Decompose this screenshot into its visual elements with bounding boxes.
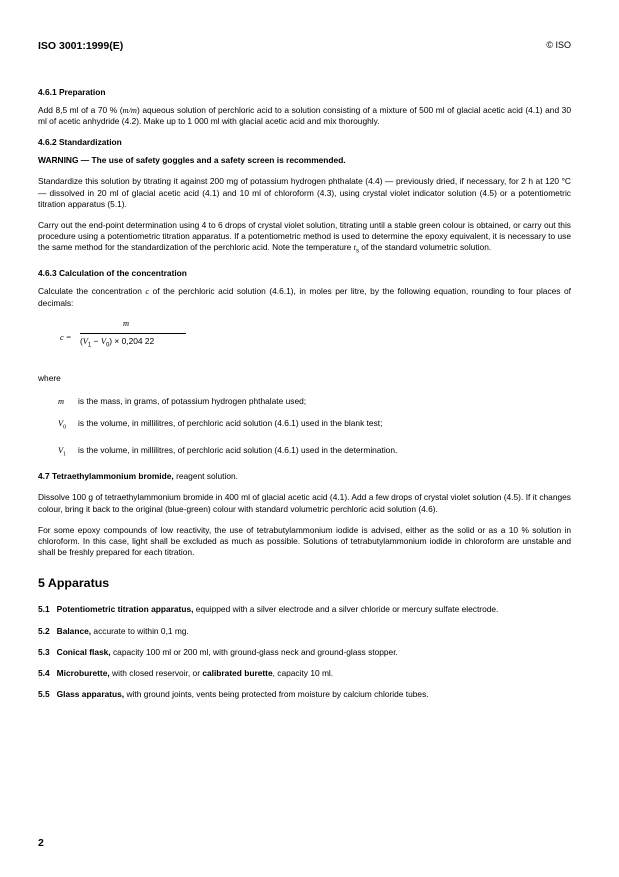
item-number: 5.2 — [38, 625, 50, 636]
minus: − — [91, 335, 101, 346]
apparatus-item-5-4 — [38, 668, 571, 679]
def-symbol — [58, 418, 78, 434]
text: of the standard volumetric solution. — [358, 242, 492, 253]
text: Calculate the concentration — [38, 286, 146, 297]
item-title: Potentiometric titration apparatus, — [56, 604, 194, 615]
item-title-2: calibrated burette — [202, 668, 273, 679]
heading-4-6-3: 4.6.3 Calculation of the concentration — [38, 268, 187, 279]
unit-mm: m/m — [122, 106, 137, 115]
equation-lhs: c = — [60, 332, 72, 342]
text: Carry out the end-point determination using 4 to 6 drops of crystal violet solution, titrating until a stable green colour is obtained, or carry out this procedure using a potentiometric titration apparatus. If a potentiometric method is used to determine the epoxy equivalent, it is necessary to use the same method for the standardization of the perchloric acid. Note the temperature — [38, 220, 571, 253]
symbol-c: c — [145, 287, 150, 297]
symbol-t: t — [353, 243, 356, 253]
item-number: 5.3 — [38, 646, 50, 657]
apparatus-item-5-3 — [38, 647, 571, 658]
paragraph-standardize: Standardize this solution by titrating it against 200 mg of potassium hydrogen phthalate (4.4) — previously dried, if necessary, for 2 h at 120 °C — dissolved in 20 ml of glacial acetic acid (4.1) and 10 ml of chloroform (4.3), using crystal violet indicator solution (4.5) or a potentiometric titration apparatus (5.1). — [38, 176, 571, 209]
page-number: 2 — [38, 837, 44, 849]
fraction-bar — [80, 333, 186, 334]
copyright-notice: © ISO — [546, 40, 571, 50]
apparatus-item-5-2 — [38, 626, 571, 637]
item-number: 5.4 — [38, 668, 50, 679]
item-title: Microburette, — [56, 668, 110, 679]
text: reagent solution. — [173, 471, 239, 482]
paragraph-calculate — [38, 286, 571, 308]
paren: ( — [80, 335, 83, 346]
where-label: where — [38, 372, 61, 383]
document-id: ISO 3001:1999(E) — [38, 40, 124, 52]
subscript: 1 — [63, 451, 67, 458]
denominator-tail: ) × 0,204 22 — [109, 335, 155, 346]
definition-v0 — [38, 418, 571, 434]
item-text: capacity 100 ml or 200 ml, with ground-glass neck and ground-glass stopper. — [110, 646, 398, 657]
paragraph-epoxy: For some epoxy compounds of low reactivity, the use of tetrabutylammonium iodide is advised, either as the solid or as a 10 % solution in chloroform. In this case, light shall be excluded as much as possible. Solutions of tetrabutylammonium iodide in chloroform are unstable and shall be freshly prepared for each titration. — [38, 524, 571, 558]
def-text: is the volume, in millilitres, of perchloric acid solution (4.6.1) used in the blank test; — [78, 417, 383, 428]
def-symbol: m — [58, 396, 65, 406]
equation — [38, 319, 571, 359]
document-page — [38, 0, 571, 877]
apparatus-item-5-1 — [38, 604, 571, 615]
page-content — [38, 87, 571, 710]
paragraph-preparation — [38, 105, 571, 127]
symbol-v1: V — [82, 336, 88, 346]
paragraph-endpoint — [38, 220, 571, 258]
heading-4-6-1: 4.6.1 Preparation — [38, 87, 106, 97]
equation-numerator: m — [123, 318, 130, 328]
text: ) aqueous solution of perchloric acid to a solution consisting of a mixture of 500 ml of glacial acetic acid (4.1) and 30 ml of acetic anhydride (4.2). Make up to 1 000 ml with glacial acetic acid and mix thoroughly. — [38, 105, 571, 127]
definition-v1 — [38, 445, 571, 461]
item-text-2: , capacity 10 ml. — [272, 668, 334, 679]
item-text: accurate to within 0,1 mg. — [91, 625, 189, 636]
warning-text: WARNING — The use of safety goggles and a safety screen is recommended. — [38, 155, 346, 166]
heading-4-6-2: 4.6.2 Standardization — [38, 137, 122, 148]
paragraph-dissolve: Dissolve 100 g of tetraethylammonium bromide in 400 ml of glacial acetic acid (4.1). Add a few drops of crystal violet solution (4.5). If it changes colour, bring it back to the original (blue-green) colour with standard volumetric perchloric acid solution (4.6). — [38, 492, 571, 514]
item-text: equipped with a silver electrode and a silver chloride or mercury sulfate electrode. — [193, 604, 499, 615]
def-text: is the mass, in grams, of potassium hydrogen phthalate used; — [78, 395, 307, 406]
subscript: 0 — [105, 342, 110, 349]
item-number: 5.5 — [38, 689, 50, 700]
section-title-apparatus: 5 Apparatus — [38, 576, 110, 591]
symbol-v0: V — [100, 336, 106, 346]
definition-m — [38, 396, 571, 407]
def-text: is the volume, in millilitres, of perchloric acid solution (4.6.1) used in the determination. — [78, 444, 398, 455]
apparatus-item-5-5 — [38, 689, 571, 700]
symbol: V — [58, 445, 64, 455]
symbol: V — [58, 418, 64, 428]
bold-title: 4.7 Tetraethylammonium bromide, — [38, 471, 174, 482]
text: Add 8,5 ml of a 70 % ( — [38, 105, 123, 115]
subscript-s: s — [355, 249, 359, 256]
item-text: with ground joints, vents being protected from moisture by calcium chloride tubes. — [124, 689, 429, 700]
text: of the perchloric acid solution (4.6.1), in moles per litre, by the following equation, rounding to four places of decimals: — [38, 286, 571, 308]
item-title: Balance, — [56, 625, 92, 636]
heading-4-7 — [38, 471, 571, 482]
item-title: Glass apparatus, — [56, 689, 125, 700]
subscript: 0 — [63, 424, 67, 431]
item-title: Conical flask, — [56, 646, 111, 657]
item-number: 5.1 — [38, 604, 50, 615]
def-symbol — [58, 445, 78, 461]
item-text: with closed reservoir, or — [109, 668, 203, 679]
equation-denominator — [80, 336, 154, 349]
subscript: 1 — [87, 342, 92, 349]
